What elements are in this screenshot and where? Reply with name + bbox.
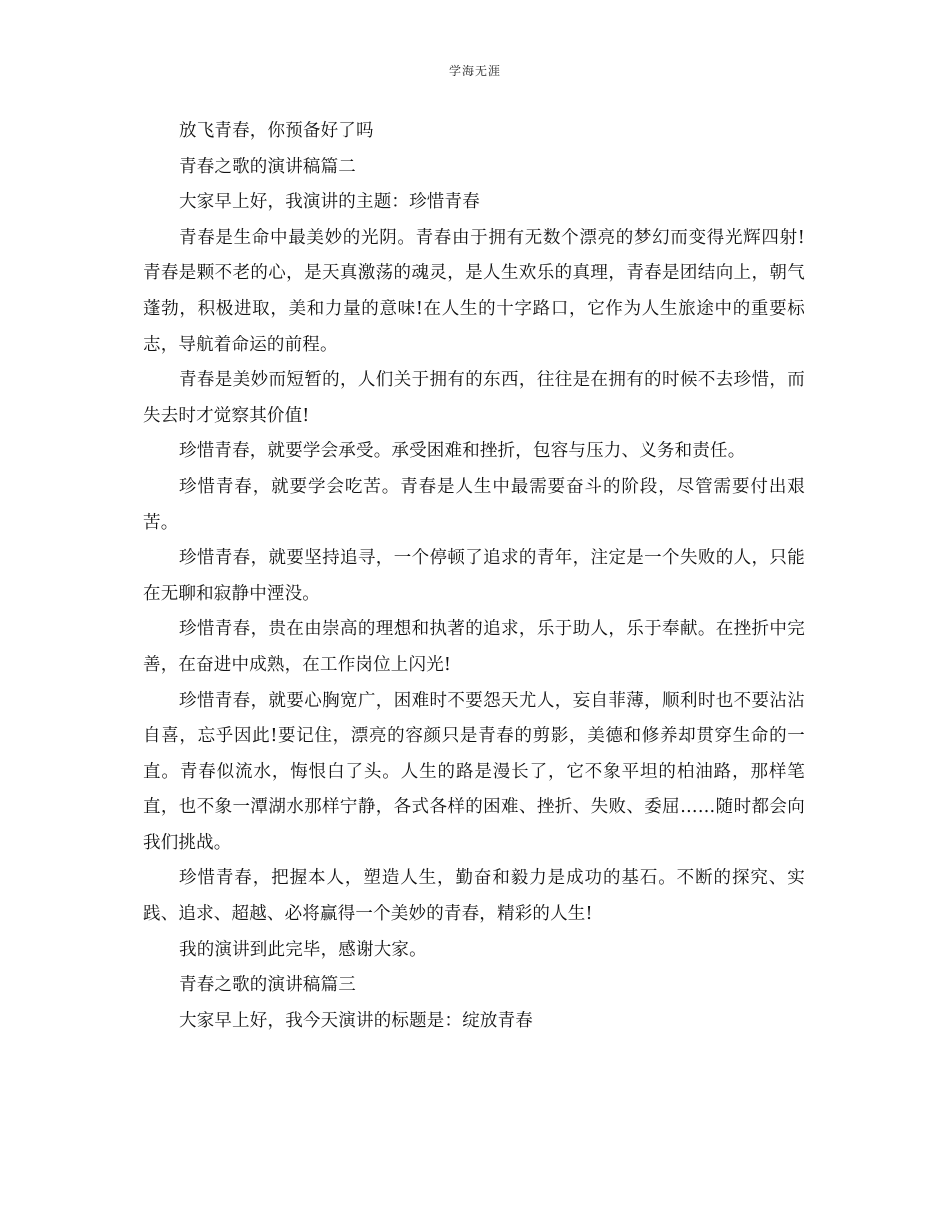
section-heading: 青春之歌的演讲稿篇三 [179, 975, 356, 996]
paragraph: 大家早上好，我今天演讲的标题是：绽放青春 [179, 1010, 533, 1031]
paragraph: 青春是美妙而短暂的，人们关于拥有的东西，往往是在拥有的时候不去珍惜，而失去时才觉察其价值! [143, 370, 805, 426]
paragraph: 放飞青春，你预备好了吗 [179, 121, 374, 141]
paragraph: 珍惜青春，贵在由崇高的理想和执著的追求，乐于助人，乐于奉献。在挫折中完善，在奋进中成熟，在工作岗位上闪光! [143, 619, 805, 675]
paragraph: 珍惜青春，就要学会承受。承受困难和挫折，包容与压力、义务和责任。 [179, 441, 746, 462]
paragraph: 青春是生命中最美妙的光阴。青春由于拥有无数个漂亮的梦幻而变得光辉四射!青春是颗不老的心，是天真激荡的魂灵，是人生欢乐的真理，青春是团结向上，朝气蓬勃，积极进取，美和力量的意味!在人生的十字路口，它作为人生旅途中的重要标志，导航着命运的前程。 [143, 227, 805, 355]
paragraph: 珍惜青春，就要心胸宽广，困难时不要怨天尤人，妄自菲薄，顺利时也不要沾沾自喜，忘乎因此!要记住，漂亮的容颜只是青春的剪影，美德和修养却贯穿生命的一直。青春似流水，悔恨白了头。人生的路是漫长了，它不象平坦的柏油路，那样笔直，也不象一潭湖水那样宁静，各式各样的困难、挫折、失败、委屈……随时都会向我们挑战。 [143, 690, 805, 853]
paragraph: 我的演讲到此完毕，感谢大家。 [179, 939, 427, 960]
paragraph: 大家早上好，我演讲的主题：珍惜青春 [179, 192, 480, 213]
paragraph: 珍惜青春，把握本人，塑造人生，勤奋和毅力是成功的基石。不断的探究、实践、追求、超越、必将赢得一个美妙的青春，精彩的人生! [143, 868, 805, 925]
page-header: 学海无涯 [448, 64, 501, 78]
paragraph: 珍惜青春，就要坚持追寻，一个停顿了追求的青年，注定是一个失败的人，只能在无聊和寂静中湮没。 [143, 548, 805, 604]
section-heading: 青春之歌的演讲稿篇二 [179, 156, 356, 177]
document-body [143, 114, 805, 1039]
paragraph: 珍惜青春，就要学会吃苦。青春是人生中最需要奋斗的阶段，尽管需要付出艰苦。 [143, 476, 805, 533]
